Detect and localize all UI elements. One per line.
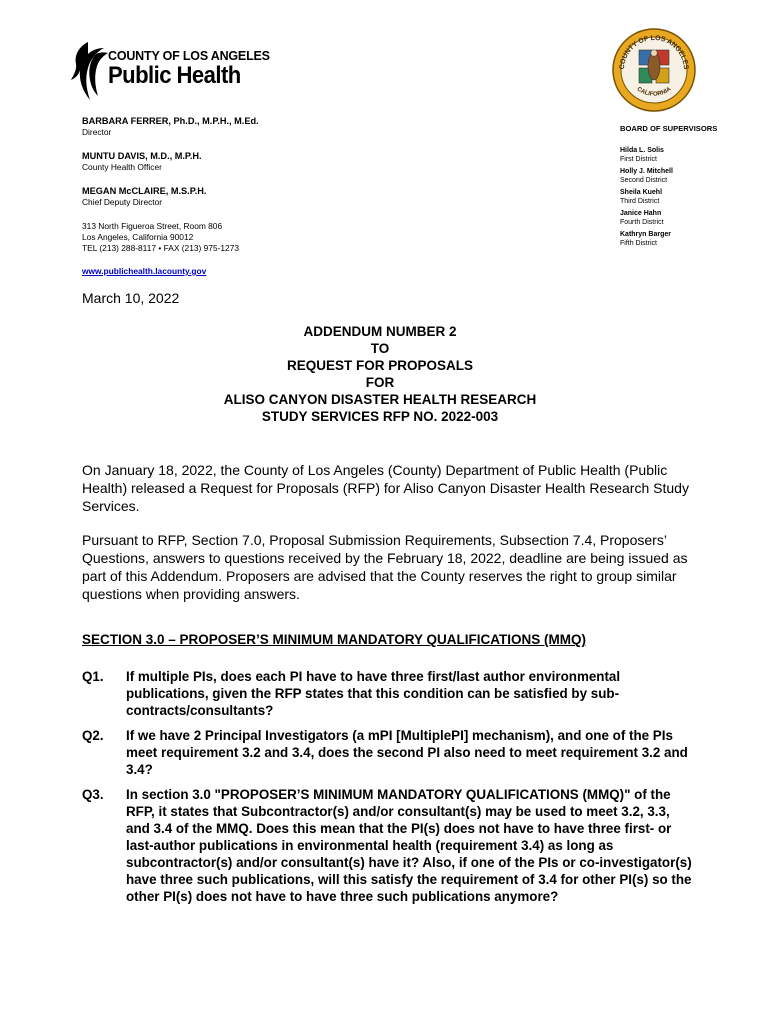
board-member-district: Second District xyxy=(620,177,668,184)
board-member-district: Fourth District xyxy=(620,219,664,226)
intro-paragraph: On January 18, 2022, the County of Los Angeles (County) Department of Public Health (Public Health) released a Request for Proposals (RFP) for Aliso Canyon Disaster Health Research Study Services. xyxy=(82,462,689,514)
question-text: If we have 2 Principal Investigators (a mPI [MultiplePI] mechanism), and one of the PIs meet requirement 3.2 and 3.4, does the second PI also need to meet requirement 3.2 and 3.4? xyxy=(126,728,688,777)
title-line: ALISO CANYON DISASTER HEALTH RESEARCH xyxy=(223,392,537,407)
section-heading: SECTION 3.0 – PROPOSER’S MINIMUM MANDATORY QUALIFICATIONS (MMQ) xyxy=(82,632,587,647)
question-number: Q1. xyxy=(82,669,104,684)
public-health-logo xyxy=(70,40,270,102)
health-officer-name: MUNTU DAVIS, M.D., M.P.H. xyxy=(82,151,202,161)
health-officer-title: County Health Officer xyxy=(82,162,162,172)
question-item xyxy=(82,668,692,719)
title-line: FOR xyxy=(365,375,395,390)
board-of-supervisors xyxy=(620,124,760,251)
question-number: Q3. xyxy=(82,787,104,802)
board-member-name: Holly J. Mitchell xyxy=(620,168,673,175)
county-seal xyxy=(612,28,696,112)
questions-paragraph: Pursuant to RFP, Section 7.0, Proposal Submission Requirements, Subsection 7.4, Proposers’ Questions, answers to questions received by the February 18, 2022, deadline are being issued as part of this Addendum. Proposers are advised that the County reserves the right to group similar questions when providing answers. xyxy=(82,532,688,602)
title-line: STUDY SERVICES RFP NO. 2022-003 xyxy=(261,409,499,424)
title-line: REQUEST FOR PROPOSALS xyxy=(286,358,474,373)
board-member-name: Sheila Kuehl xyxy=(620,189,663,196)
question-number: Q2. xyxy=(82,728,104,743)
logo-department-text: Public Health xyxy=(108,62,241,89)
board-member-district: Third District xyxy=(620,198,660,205)
seal-top-text: COUNTY OF LOS ANGELES xyxy=(618,34,690,70)
board-member-name: Janice Hahn xyxy=(620,210,662,217)
deputy-director-name: MEGAN McCLAIRE, M.S.P.H. xyxy=(82,186,207,196)
title-line: ADDENDUM NUMBER 2 xyxy=(303,324,457,339)
website-link[interactable]: www.publichealth.lacounty.gov xyxy=(82,266,207,276)
figure-mark-icon xyxy=(70,40,110,102)
seal-bottom-text: CALIFORNIA xyxy=(635,86,673,98)
deputy-director-title: Chief Deputy Director xyxy=(82,197,163,207)
phone-fax: TEL (213) 288-8117 • FAX (213) 975-1273 xyxy=(82,243,240,253)
director-name: BARBARA FERRER, Ph.D., M.P.H., M.Ed. xyxy=(82,116,259,126)
board-member-district: First District xyxy=(620,156,657,163)
question-text: If multiple PIs, does each PI have to have three first/last author environmental publications, given the RFP states that this condition can be satisfied by sub-contracts/consultants? xyxy=(126,669,621,718)
address-line-1: 313 North Figueroa Street, Room 806 xyxy=(82,221,223,231)
addendum-title xyxy=(80,323,680,425)
contact-block xyxy=(82,116,342,276)
board-member-name: Kathryn Barger xyxy=(620,231,671,238)
board-member-name: Hilda L. Solis xyxy=(620,147,664,154)
question-item xyxy=(82,727,692,778)
county-seal-icon xyxy=(612,28,696,112)
logo-county-text: COUNTY OF LOS ANGELES xyxy=(108,49,270,63)
board-heading: BOARD OF SUPERVISORS xyxy=(620,124,718,133)
address-line-2: Los Angeles, California 90012 xyxy=(82,232,194,242)
director-title: Director xyxy=(82,127,112,137)
question-item xyxy=(82,786,692,905)
letter-date: March 10, 2022 xyxy=(82,290,180,306)
title-line: TO xyxy=(370,341,390,356)
question-text: In section 3.0 "PROPOSER’S MINIMUM MANDATORY QUALIFICATIONS (MMQ)" of the RFP, it states that Subcontractor(s) and/or consultant(s) may be used to meet 3.2, 3.3, and 3.4 of the MMQ. Does this mean that the PI(s) does not have to have three first- or last-author publications in environmental health (requirement 3.4) as long as subcontractor(s) and/or consultant(s) have it? Also, if one of the PIs or co-investigator(s) have three such publications, will this satisfy the requirement of 3.4 for other PI(s) so the other PI(s) does not have to have three such publications anymore? xyxy=(126,787,692,904)
board-member-district: Fifth District xyxy=(620,240,657,247)
